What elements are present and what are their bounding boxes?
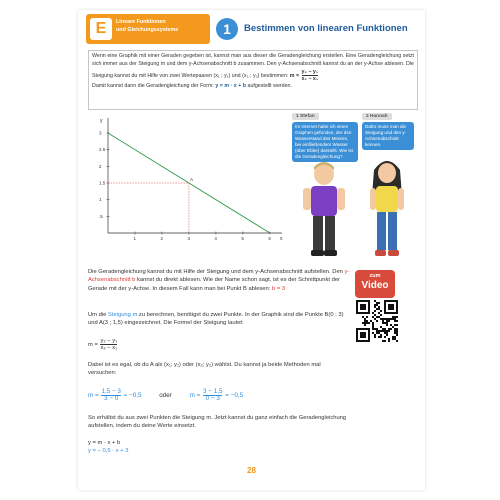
p1-value: b = 3 xyxy=(271,285,286,292)
line-graph xyxy=(88,113,284,243)
p1-text-a: Die Geradengleichung kannst du mit Hilfe der Steigung und dem y-Achsenabschnitt aufstellen. Den xyxy=(88,269,345,275)
x-tick-label: 5 xyxy=(241,236,244,241)
calc2-prefix: m = xyxy=(189,392,201,400)
intro-box xyxy=(88,50,418,110)
intro-m-denominator: x₂ − x₁ xyxy=(301,75,319,82)
tag-hannah: 2 Hannah xyxy=(362,113,392,120)
intro-m-prefix: m = xyxy=(289,72,300,79)
calc2-denominator: 0 − 3 xyxy=(205,395,220,402)
y-tick-label: 1.5 xyxy=(99,180,106,186)
calc-1 xyxy=(88,388,143,402)
y-tick-label: 2.5 xyxy=(99,147,106,153)
x-tick-label: 1 xyxy=(133,236,136,241)
section-title: Bestimmen von linearen Funktionen xyxy=(244,23,408,34)
qr-code-icon[interactable] xyxy=(356,300,398,342)
speech-bubble-hannah: Dafür muss man die Steigung und den y-Achsenabschnitt kennen. xyxy=(362,122,414,150)
calc2-fraction xyxy=(203,389,222,402)
y-axis-label: y xyxy=(100,118,103,124)
speech-bubble-stefan: Im Internet habe ich einen Graphen gefunden, der den Wasserstand des Meeres, bei einfließendem Wasser (über Ebbe) darstellt. Wie ist die Geradengleichung? xyxy=(292,122,358,162)
textbook-page xyxy=(78,10,425,490)
equation-2-text: y = − 0,5 · x + 3 xyxy=(88,448,129,454)
chapter-topic: Lineare Funktionen und Gleichungssysteme xyxy=(116,19,179,33)
equation-1-text: y = m · x + b xyxy=(88,440,121,446)
intro-form-line xyxy=(92,83,414,91)
calc1-denominator: 3 − 0 xyxy=(104,395,119,402)
p2-text-b: zu berechnen, benötigst du zwei Punkte. In der Graphik sind die Punkte B(0 ; 3) und A(3 ; 1,5) eingezeichnet. Die Formel der Steigung lautet: xyxy=(88,312,344,327)
slope-formula-numerator: y₂ − y₁ xyxy=(100,338,118,344)
intro-m-numerator: y₂ − y₁ xyxy=(301,68,319,75)
chapter-tag xyxy=(86,14,210,44)
x-axis-label: x xyxy=(280,236,283,242)
intro-m-formula xyxy=(289,68,319,82)
paragraph-2 xyxy=(88,311,350,328)
intro-text: Wenn eine Graphik mit einer Geraden gegeben ist, kannst man aus dieser die Geradengleichung erstellen. Eine Geradengleichung setzt sich immer aus der Steigung m und dem y-Achsenabschnitt b zusammen. Den y-Achsenabschnitt kannst du an der y-Achse ablesen. Die Steigung kannst du mit Hilfe von zwei Wertepaaren (x₁ ; y₁) und (x₂ ; y₂) bestimmen: xyxy=(92,53,414,79)
slope-formula xyxy=(88,338,118,351)
calc2-numerator: 3 − 1,5 xyxy=(203,388,223,395)
page-number: 28 xyxy=(247,466,256,475)
intro-form-suffix: aufgestellt werden. xyxy=(247,82,292,89)
calc-or: oder xyxy=(159,392,172,400)
p1-highlight: y-Achsenabschnitt b xyxy=(88,269,350,284)
tag-stefan: 1 Stefan xyxy=(292,113,319,120)
intro-form: y = m · x + b xyxy=(215,82,247,89)
girl-figure-icon xyxy=(362,156,412,260)
calc1-result: = −0,5 xyxy=(123,392,142,400)
p1-text-b: kannst du direkt ablesen. Wie der Name schon sagt, ist es der Schnittpunkt der Gerade mit der y-Achse. In diesem Fall kann man bei Punkt B ablesen: xyxy=(88,277,340,292)
p2-text-a: Um die xyxy=(88,312,108,318)
boy-figure-icon xyxy=(298,158,350,258)
video-line2: Video xyxy=(361,280,389,291)
calc1-fraction xyxy=(101,389,120,402)
y-tick-label: 2 xyxy=(99,163,102,169)
slope-formula-fraction xyxy=(100,338,117,351)
p2-highlight: Steigung m xyxy=(107,312,138,318)
point-label: A xyxy=(189,177,193,182)
x-tick-label: 3 xyxy=(187,236,190,241)
paragraph-1 xyxy=(88,268,350,293)
paragraph-4: So erhältst du aus zwei Punkten die Steigung m. Jetzt kannst du ganz einfach die Geradengleichung aufstellen, indem du deine Werte einsetzt. xyxy=(88,415,347,430)
y-tick-label: 1 xyxy=(99,197,102,203)
x-tick-label: 2 xyxy=(160,236,163,241)
chapter-letter: E xyxy=(90,18,112,40)
calc1-numerator: 1,5 − 3 xyxy=(101,388,121,395)
calc-2 xyxy=(189,388,244,402)
paragraph-3: Dabei ist es egal, ob du A als (x₁; y₁) oder (x₂; y₂) wählst. Du kannst ja beide Methoden mal versuchen: xyxy=(88,362,321,377)
y-tick-label: 3 xyxy=(99,130,102,136)
x-tick-label: 4 xyxy=(214,236,217,241)
video-badge[interactable] xyxy=(355,270,395,298)
video-line1: zum xyxy=(369,273,381,279)
y-tick-label: .5 xyxy=(99,213,103,219)
calculation-row xyxy=(88,389,243,402)
slope-formula-prefix: m = xyxy=(88,342,98,349)
slope-formula-denominator: x₂ − x₁ xyxy=(100,345,118,351)
intro-m-fraction xyxy=(302,69,318,82)
equation-2 xyxy=(88,447,128,455)
calc2-result: = −0,5 xyxy=(225,392,244,400)
section-number: 1 xyxy=(216,18,238,40)
x-tick-label: 6 xyxy=(268,236,271,241)
intro-form-prefix: Damit kannst dann die Geradengleichung der Form: xyxy=(92,82,214,89)
calc1-prefix: m = xyxy=(88,392,99,400)
